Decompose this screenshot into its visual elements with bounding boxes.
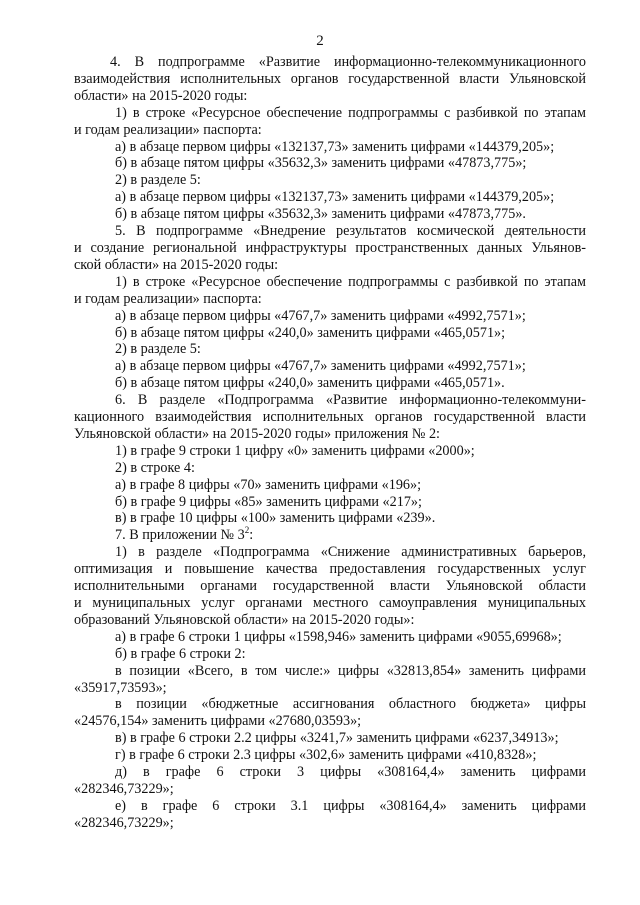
paragraph-7-1-line-3: исполнительными органами государственной власти Ульяновской области xyxy=(74,578,586,595)
paragraph-6-heading: 6. В разделе «Подпрограмма «Развитие информационно-телекоммуни- xyxy=(115,392,586,409)
paragraph-7-1-a: а) в графе 6 строки 1 цифры «1598,946» заменить цифрами «9055,69968»; xyxy=(115,628,562,645)
paragraph-7-1-b: б) в графе 6 строки 2: xyxy=(115,645,246,662)
paragraph-6-heading-line-2: кационного взаимодействия исполнительных органов государственной власти xyxy=(74,409,586,426)
paragraph-7-1-b-total-line-2: «35917,73593»; xyxy=(74,679,167,696)
paragraph-6-2: 2) в строке 4: xyxy=(115,459,195,476)
paragraph-6-1: 1) в графе 9 строки 1 цифру «0» заменить цифрами «2000»; xyxy=(115,442,475,459)
paragraph-5-2: 2) в разделе 5: xyxy=(115,341,201,358)
paragraph-5-2-a: а) в абзаце первом цифры «4767,7» заменить цифрами «4992,7571»; xyxy=(115,358,526,375)
superscript-number: 2 xyxy=(244,525,250,536)
paragraph-4-1-a: а) в абзаце первом цифры «132137,73» заменить цифрами «144379,205»; xyxy=(115,138,555,155)
paragraph-7-1-e: е) в графе 6 строки 3.1 цифры «308164,4» заменить цифрами xyxy=(115,797,586,814)
paragraph-5-1-line-2: и годам реализации» паспорта: xyxy=(74,290,262,307)
paragraph-6-2-a: а) в графе 8 цифры «70» заменить цифрами «196»; xyxy=(115,476,422,493)
paragraph-4-1-b: б) в абзаце пятом цифры «35632,3» заменить цифрами «47873,775»; xyxy=(115,155,527,172)
paragraph-7-1-line-4: и муниципальных услуг органами местного самоуправления муниципальных xyxy=(74,595,586,611)
paragraph-4-heading: 4. В подпрограмме «Развитие информационно-телекоммуникационного xyxy=(110,54,586,70)
paragraph-5-1-a: а) в абзаце первом цифры «4767,7» заменить цифрами «4992,7571»; xyxy=(115,307,526,324)
paragraph-7-1-d: д) в графе 6 строки 3 цифры «308164,4» заменить цифрами xyxy=(115,764,586,781)
paragraph-6-heading-line-3: Ульяновской области» на 2015-2020 годы» приложения № 2: xyxy=(74,425,440,442)
paragraph-4-2: 2) в разделе 5: xyxy=(115,172,201,189)
paragraph-4-1: 1) в строке «Ресурсное обеспечение подпрограммы с разбивкой по этапам xyxy=(115,104,586,121)
paragraph-7-1-g: г) в графе 6 строки 2.3 цифры «302,6» заменить цифрами «410,8328»; xyxy=(115,747,537,764)
paragraph-7-1-b-budget: в позиции «бюджетные ассигнования областного бюджета» цифры xyxy=(115,696,586,713)
paragraph-7-heading: 7. В приложении № $3^2$: xyxy=(115,525,254,544)
paragraph-7-1-d-line-2: «282346,73229»; xyxy=(74,780,174,797)
paragraph-6-2-c: в) в графе 10 цифры «100» заменить цифрами «239». xyxy=(115,510,436,527)
paragraph-4-2-b: б) в абзаце пятом цифры «35632,3» заменить цифрами «47873,775». xyxy=(115,206,526,223)
paragraph-7-1: 1) в разделе «Подпрограмма «Снижение административных барьеров, xyxy=(115,544,586,561)
paragraph-7-1-line-2: оптимизация и повышение качества предоставления государственных услуг xyxy=(74,561,586,578)
paragraph-4-heading-line-3: области» на 2015-2020 годы: xyxy=(74,87,248,104)
paragraph-5-heading-line-2: и создание региональной инфраструктуры пространственных данных Ульянов- xyxy=(74,239,586,256)
page-number: 2 xyxy=(316,33,324,49)
paragraph-4-heading-line-2: взаимодействия исполнительных органов государственной власти Ульяновской xyxy=(74,70,586,87)
paragraph-7-1-e-line-2: «282346,73229»; xyxy=(74,814,174,831)
paragraph-5-heading: 5. В подпрограмме «Внедрение результатов космической деятельности xyxy=(115,223,586,240)
document-body xyxy=(74,54,586,832)
paragraph-7-1-b-budget-line-2: «24576,154» заменить цифрами «27680,03593»; xyxy=(74,713,362,730)
paragraph-7-1-v: в) в графе 6 строки 2.2 цифры «3241,7» заменить цифрами «6237,34913»; xyxy=(115,730,559,747)
paragraph-6-2-b: б) в графе 9 цифры «85» заменить цифрами «217»; xyxy=(115,493,422,510)
paragraph-7-1-line-5: образований Ульяновской области» на 2015-2020 годы»: xyxy=(74,611,415,628)
paragraph-4-1-line-2: и годам реализации» паспорта: xyxy=(74,121,262,138)
paragraph-5-2-b: б) в абзаце пятом цифры «240,0» заменить цифрами «465,0571». xyxy=(115,375,505,392)
paragraph-4-2-a: а) в абзаце первом цифры «132137,73» заменить цифрами «144379,205»; xyxy=(115,189,555,206)
paragraph-5-1-b: б) в абзаце пятом цифры «240,0» заменить цифрами «465,0571»; xyxy=(115,324,506,341)
paragraph-7-1-b-total: в позиции «Всего, в том числе:» цифры «32813,854» заменить цифрами xyxy=(115,662,586,679)
paragraph-5-heading-line-3: ской области» на 2015-2020 годы: xyxy=(74,256,279,273)
paragraph-5-1: 1) в строке «Ресурсное обеспечение подпрограммы с разбивкой по этапам xyxy=(115,273,586,290)
